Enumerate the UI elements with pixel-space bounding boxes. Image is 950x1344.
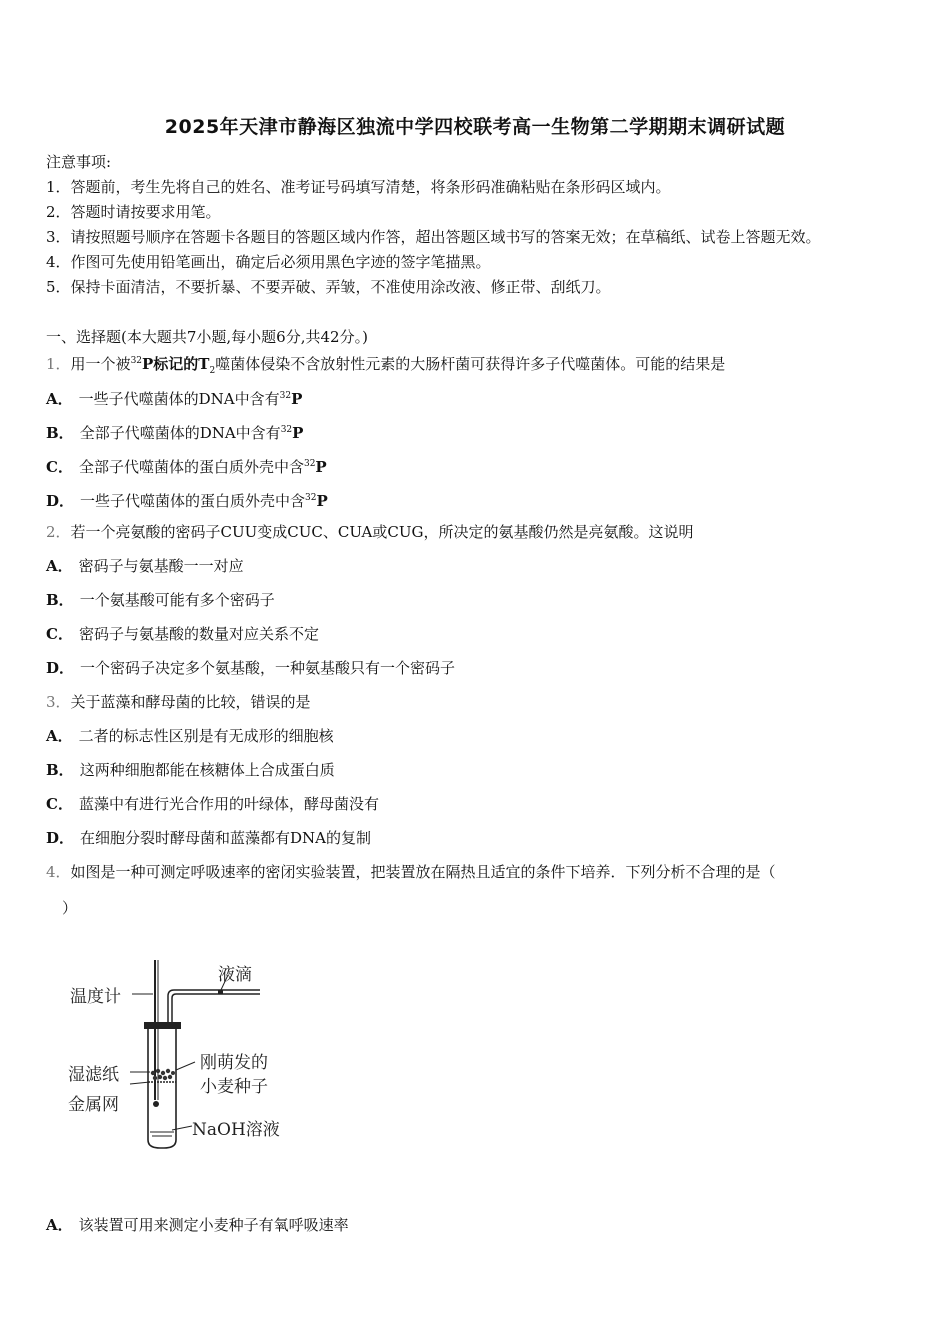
- notice-item: 4．作图可先使用铅笔画出，确定后必须用黑色字迹的签字笔描黑。: [46, 253, 491, 271]
- option-letter: C．: [46, 625, 73, 643]
- option-text: 蓝藻中有进行光合作用的叶绿体，酵母菌没有: [78, 795, 379, 813]
- glass-tube: [168, 990, 260, 1022]
- label-droplet: 液滴: [218, 965, 252, 985]
- notice-item: 2．答题时请按要求用笔。: [46, 203, 221, 221]
- option-text: 在细胞分裂时酵母菌和蓝藻都有DNA的复制: [80, 829, 372, 847]
- subscript: 2: [209, 366, 216, 376]
- option-text: 该装置可用来测定小麦种子有氧呼吸速率: [78, 1216, 349, 1234]
- glass-tube-inner: [172, 994, 260, 1022]
- option-text: 这两种细胞都能在核糖体上合成蛋白质: [79, 761, 335, 779]
- option-a: [46, 386, 302, 409]
- superscript: 32: [280, 425, 293, 435]
- question-3-stem: [46, 692, 311, 712]
- stem-text: 如图是一种可测定呼吸速率的密闭实验装置，把装置放在隔热且适宜的条件下培养．下列分析不合理的是（: [70, 863, 776, 881]
- notice-item: 3．请按照题号顺序在答题卡各题目的答题区域内作答，超出答题区域书写的答案无效；在草稿纸、试卷上答题无效。: [46, 228, 821, 246]
- option-text: 一些子代噬菌体的蛋白质外壳中含: [80, 492, 306, 510]
- question-number: 4．: [46, 863, 71, 881]
- stem-part: 用一个被: [70, 355, 131, 373]
- option-a: [46, 1215, 349, 1235]
- option-d: [46, 658, 455, 678]
- option-b: [46, 420, 303, 443]
- option-letter: A．: [46, 727, 73, 745]
- page-title: 2025年天津市静海区独流中学四校联考高一生物第二学期期末调研试题: [164, 116, 786, 138]
- label-mesh: 金属网: [68, 1095, 119, 1115]
- option-a: [46, 556, 244, 576]
- option-b: [46, 760, 335, 780]
- question-4-stem-end: ）: [62, 899, 78, 917]
- option-c: [46, 454, 327, 477]
- stopper: [144, 1022, 181, 1029]
- option-letter: A．: [46, 390, 73, 408]
- option-tail: P: [291, 390, 303, 408]
- notice-heading: 注意事项:: [46, 153, 112, 171]
- question-number: 2．: [46, 523, 71, 541]
- section-heading: 一、选择题(本大题共7小题,每小题6分,共42分。): [46, 328, 368, 346]
- stem-text: 若一个亮氨酸的密码子CUU变成CUC、CUA或CUG，所决定的氨基酸仍然是亮氨酸。这说明: [70, 523, 694, 541]
- option-tail: P: [315, 458, 327, 476]
- notice-item: 5．保持卡面清洁，不要折暴、不要弄破、弄皱，不准使用涂改液、修正带、刮纸刀。: [46, 278, 611, 296]
- superscript: 32: [130, 356, 143, 366]
- option-letter: C．: [46, 795, 73, 813]
- stem-text: 关于蓝藻和酵母菌的比较，错误的是: [70, 693, 311, 711]
- option-text: 一些子代噬菌体的DNA中含有: [78, 390, 280, 408]
- thermometer-bulb: [153, 1101, 159, 1107]
- question-4-stem: [46, 862, 776, 882]
- superscript: 32: [279, 391, 292, 401]
- option-letter: A．: [46, 1216, 73, 1234]
- option-text: 一个氨基酸可能有多个密码子: [79, 591, 275, 609]
- option-text: 全部子代噬菌体的DNA中含有: [79, 424, 281, 442]
- option-d: [46, 488, 328, 511]
- option-c: [46, 624, 319, 644]
- question-number: 3．: [46, 693, 71, 711]
- option-letter: A．: [46, 557, 73, 575]
- option-text: 一个密码子决定多个氨基酸，一种氨基酸只有一个密码子: [80, 659, 456, 677]
- option-d: [46, 828, 371, 848]
- option-tail: P: [316, 492, 328, 510]
- stem-part: P标记的T: [142, 355, 210, 373]
- option-letter: C．: [46, 458, 73, 476]
- option-tail: P: [292, 424, 304, 442]
- superscript: 32: [303, 459, 316, 469]
- option-text: 全部子代噬菌体的蛋白质外壳中含: [78, 458, 304, 476]
- option-b: [46, 590, 275, 610]
- option-letter: B．: [46, 591, 74, 609]
- option-letter: D．: [46, 829, 75, 847]
- option-letter: D．: [46, 659, 75, 677]
- label-seeds-1: 刚萌发的: [200, 1053, 268, 1073]
- option-letter: B．: [46, 424, 74, 442]
- respiration-apparatus-figure: [60, 950, 320, 1165]
- option-c: [46, 794, 379, 814]
- label-naoh: NaOH溶液: [192, 1120, 280, 1140]
- option-text: 二者的标志性区别是有无成形的细胞核: [78, 727, 334, 745]
- notice-item: 1．答题前，考生先将自己的姓名、准考证号码填写清楚，将条形码准确粘贴在条形码区域内。: [46, 178, 671, 196]
- test-tube: [148, 1028, 176, 1148]
- question-number: 1．: [46, 355, 71, 373]
- label-wet-paper: 湿滤纸: [68, 1065, 119, 1085]
- label-thermometer: 温度计: [70, 987, 121, 1007]
- naoh-pointer: [172, 1126, 192, 1130]
- option-letter: B．: [46, 761, 74, 779]
- superscript: 32: [305, 493, 317, 503]
- mesh-pointer: [130, 1082, 150, 1084]
- option-text: 密码子与氨基酸一一对应: [78, 557, 244, 575]
- question-1-stem: [46, 351, 725, 381]
- option-letter: D．: [46, 492, 75, 510]
- stem-part: 噬菌体侵染不含放射性元素的大肠杆菌可获得许多子代噬菌体。可能的结果是: [215, 355, 726, 373]
- label-seeds-2: 小麦种子: [200, 1077, 268, 1097]
- option-text: 密码子与氨基酸的数量对应关系不定: [78, 625, 319, 643]
- seeds-pointer: [176, 1062, 195, 1070]
- droplet: [218, 990, 223, 994]
- question-2-stem: [46, 522, 694, 542]
- option-a: [46, 726, 334, 746]
